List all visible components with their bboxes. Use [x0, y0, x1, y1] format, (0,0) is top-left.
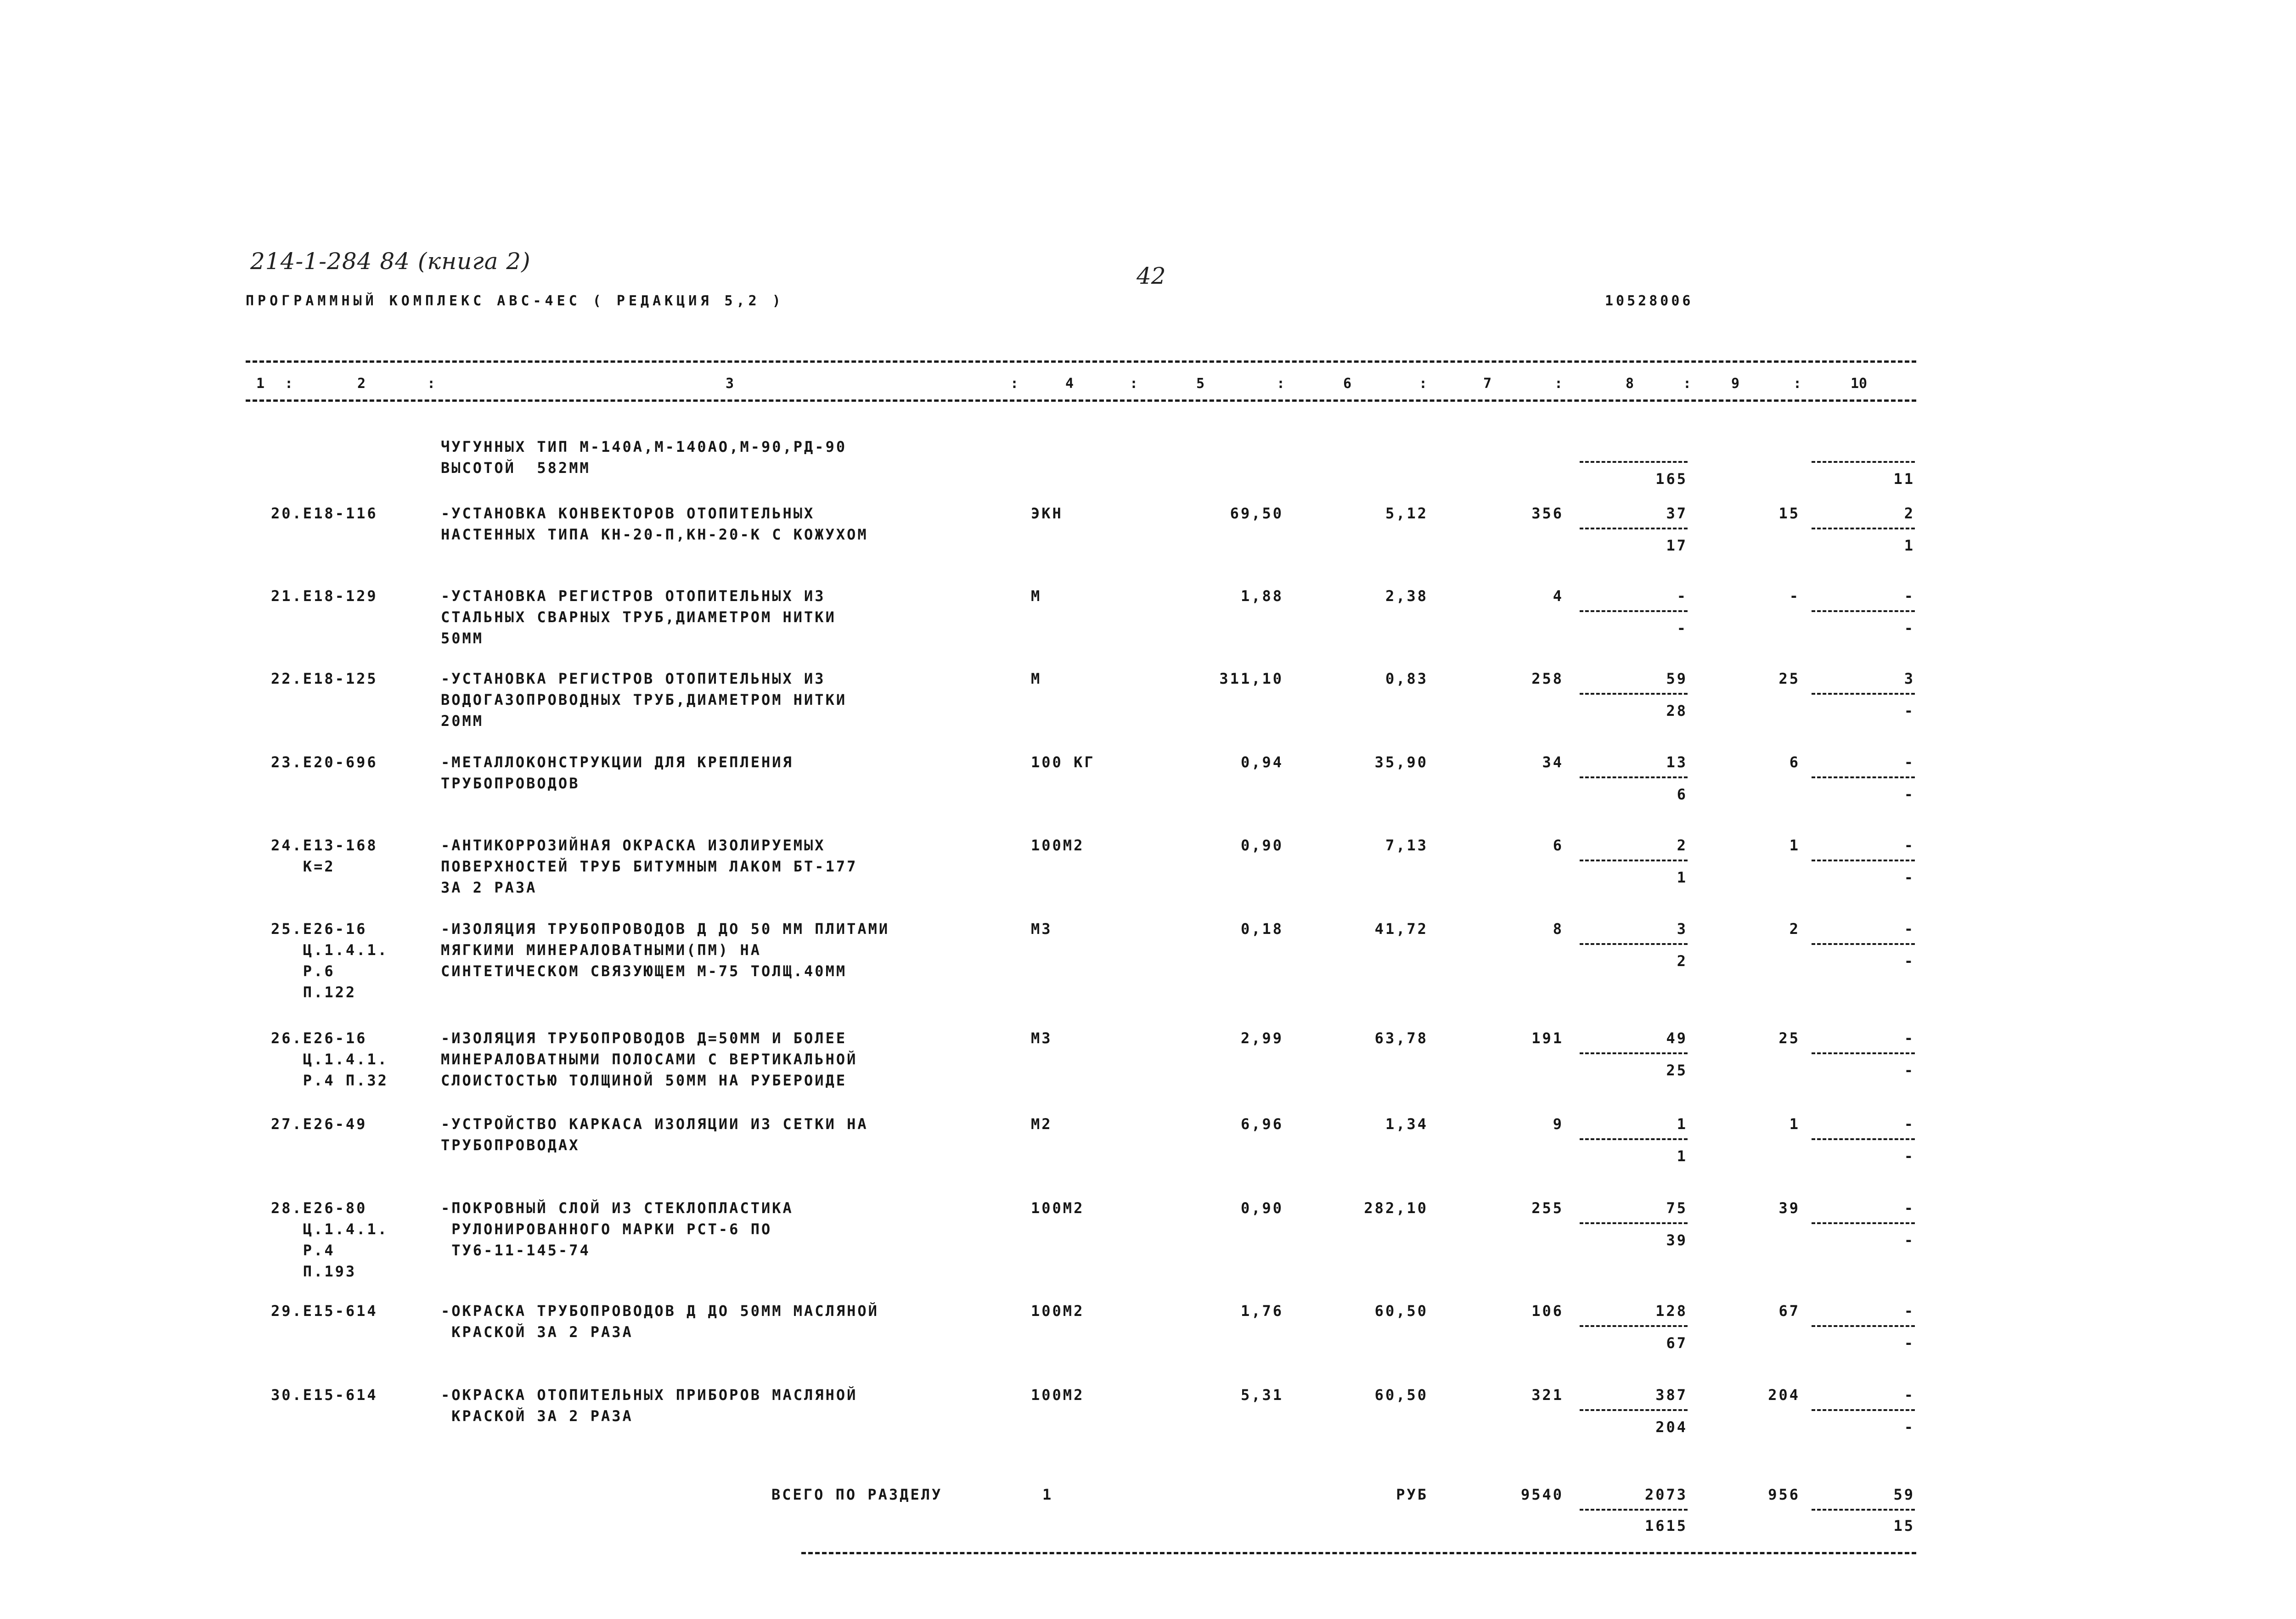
- column-header: 5: [1196, 376, 1205, 392]
- row-col10-top: -: [1904, 1115, 1915, 1133]
- row-col7: 34: [1542, 753, 1564, 771]
- fraction-rule: [1812, 610, 1915, 612]
- row-code: К=2: [271, 858, 335, 875]
- fraction-rule: [1812, 461, 1915, 463]
- row-col7: 106: [1531, 1302, 1564, 1320]
- row-description: ТРУБОПРОВОДАХ: [441, 1136, 580, 1154]
- row-col10-bottom: -: [1904, 869, 1915, 886]
- row-description: -ИЗОЛЯЦИЯ ТРУБОПРОВОДОВ Д=50ММ И БОЛЕЕ: [441, 1029, 847, 1047]
- row-code: 21.Е18-129: [271, 587, 378, 605]
- row-unit: М: [1031, 587, 1042, 605]
- row-code: 20.Е18-116: [271, 505, 378, 522]
- row-col8-bottom: 165: [1655, 470, 1688, 488]
- row-quantity: 6,96: [1240, 1115, 1283, 1133]
- row-code: Р.4 П.32: [271, 1072, 388, 1089]
- row-unit: 100 КГ: [1031, 753, 1095, 771]
- row-col10-top: 3: [1904, 670, 1915, 687]
- row-col9: 25: [1778, 1029, 1800, 1047]
- fraction-rule: [1812, 1138, 1915, 1140]
- fraction-rule: [1580, 1409, 1688, 1411]
- row-unit: ЭКН: [1031, 505, 1063, 522]
- row-col8-bottom: 25: [1666, 1062, 1688, 1079]
- column-header: 3: [726, 376, 734, 392]
- row-col10-bottom: -: [1904, 1147, 1915, 1165]
- total-col10-top: 59: [1893, 1486, 1915, 1503]
- row-col8-top: 128: [1655, 1302, 1688, 1320]
- row-col8-top: 75: [1666, 1199, 1688, 1217]
- column-separator: :: [1010, 376, 1019, 392]
- row-col10-top: -: [1904, 1029, 1915, 1047]
- fraction-rule: [1580, 776, 1688, 778]
- row-code: 30.Е15-614: [271, 1386, 378, 1404]
- row-description: -АНТИКОРРОЗИЙНАЯ ОКРАСКА ИЗОЛИРУЕМЫХ: [441, 837, 826, 854]
- row-col7: 6: [1553, 837, 1564, 854]
- column-header: 1: [256, 376, 265, 392]
- row-col8-top: 2: [1677, 837, 1688, 854]
- row-description: СТАЛЬНЫХ СВАРНЫХ ТРУБ,ДИАМЕТРОМ НИТКИ: [441, 608, 836, 626]
- total-label: ВСЕГО ПО РАЗДЕЛУ: [771, 1486, 943, 1503]
- fraction-rule: [1812, 693, 1915, 695]
- row-description: ЧУГУННЫХ ТИП М-140А,М-140АО,М-90,РД-90: [441, 438, 847, 455]
- row-description: -ПОКРОВНЫЙ СЛОЙ ИЗ СТЕКЛОПЛАСТИКА: [441, 1199, 793, 1217]
- row-unit-price: 2,38: [1385, 587, 1428, 605]
- total-col8-top: 2073: [1644, 1486, 1688, 1503]
- row-col9: 39: [1778, 1199, 1800, 1217]
- row-description: 20ММ: [441, 712, 484, 730]
- row-unit: М3: [1031, 1029, 1052, 1047]
- row-description: 50ММ: [441, 630, 484, 647]
- row-quantity: 0,18: [1240, 920, 1283, 938]
- row-quantity: 0,90: [1240, 1199, 1283, 1217]
- row-description: СЛОИСТОСТЬЮ ТОЛЩИНОЙ 50ММ НА РУБЕРОИДЕ: [441, 1072, 847, 1089]
- row-col7: 4: [1553, 587, 1564, 605]
- row-col8-bottom: 28: [1666, 702, 1688, 720]
- row-col9: 2: [1789, 920, 1800, 938]
- row-col7: 191: [1531, 1029, 1564, 1047]
- row-description: -ОКРАСКА ТРУБОПРОВОДОВ Д ДО 50ММ МАСЛЯНОЙ: [441, 1302, 879, 1320]
- row-unit-price: 63,78: [1374, 1029, 1428, 1047]
- row-col8-top: 49: [1666, 1029, 1688, 1047]
- total-col10-bottom: 15: [1893, 1517, 1915, 1535]
- row-quantity: 69,50: [1230, 505, 1283, 522]
- row-col10-top: -: [1904, 920, 1915, 938]
- fraction-rule: [1812, 1222, 1915, 1224]
- column-header: 4: [1065, 376, 1074, 392]
- row-col10-top: -: [1904, 1302, 1915, 1320]
- row-unit: 100М2: [1031, 1302, 1085, 1320]
- total-col8-bottom: 1615: [1644, 1517, 1688, 1535]
- final-rule: [801, 1552, 1916, 1554]
- column-separator: :: [1554, 376, 1563, 392]
- row-quantity: 1,88: [1240, 587, 1283, 605]
- row-unit-price: 60,50: [1374, 1302, 1428, 1320]
- row-code: Ц.1.4.1.: [271, 1051, 388, 1068]
- row-col7: 9: [1553, 1115, 1564, 1133]
- row-col10-bottom: 1: [1904, 537, 1915, 554]
- fraction-rule: [1580, 610, 1688, 612]
- row-col7: 255: [1531, 1199, 1564, 1217]
- row-code: 25.Е26-16: [271, 920, 367, 938]
- row-description: ТРУБОПРОВОДОВ: [441, 775, 580, 792]
- column-separator: :: [427, 376, 436, 392]
- column-header: 6: [1343, 376, 1352, 392]
- row-col10-bottom: -: [1904, 1418, 1915, 1436]
- row-col10-bottom: -: [1904, 786, 1915, 803]
- row-col8-bottom: 39: [1666, 1231, 1688, 1249]
- row-description: -УСТАНОВКА РЕГИСТРОВ ОТОПИТЕЛЬНЫХ ИЗ: [441, 670, 826, 687]
- row-unit-price: 41,72: [1374, 920, 1428, 938]
- fraction-rule: [1580, 1222, 1688, 1224]
- row-unit-price: 7,13: [1385, 837, 1428, 854]
- row-unit-price: 1,34: [1385, 1115, 1428, 1133]
- fraction-rule: [1580, 1325, 1688, 1327]
- column-header: 9: [1731, 376, 1740, 392]
- row-col10-bottom: -: [1904, 702, 1915, 720]
- column-header: 10: [1851, 376, 1868, 392]
- row-unit-price: 282,10: [1364, 1199, 1428, 1217]
- row-unit: 100М2: [1031, 1199, 1085, 1217]
- row-col8-top: 59: [1666, 670, 1688, 687]
- fraction-rule: [1812, 1509, 1915, 1511]
- row-unit: М2: [1031, 1115, 1052, 1133]
- row-code: П.193: [271, 1263, 357, 1280]
- row-quantity: 2,99: [1240, 1029, 1283, 1047]
- column-header: 2: [357, 376, 366, 392]
- row-code: 24.Е13-168: [271, 837, 378, 854]
- row-unit-price: 0,83: [1385, 670, 1428, 687]
- table-header-rule: [246, 399, 1916, 402]
- row-description: ПОВЕРХНОСТЕЙ ТРУБ БИТУМНЫМ ЛАКОМ БТ-177: [441, 858, 858, 875]
- column-separator: :: [285, 376, 293, 392]
- total-currency: РУБ: [1396, 1486, 1428, 1503]
- fraction-rule: [1812, 1409, 1915, 1411]
- row-col9: 67: [1778, 1302, 1800, 1320]
- row-col10-top: 2: [1904, 505, 1915, 522]
- column-header: 7: [1483, 376, 1492, 392]
- row-description: -ИЗОЛЯЦИЯ ТРУБОПРОВОДОВ Д ДО 50 ММ ПЛИТАМИ: [441, 920, 890, 938]
- fraction-rule: [1580, 1138, 1688, 1140]
- row-quantity: 1,76: [1240, 1302, 1283, 1320]
- total-col9: 956: [1768, 1486, 1800, 1503]
- row-col9: 25: [1778, 670, 1800, 687]
- row-unit: 100М2: [1031, 837, 1085, 854]
- row-description: -УСТАНОВКА РЕГИСТРОВ ОТОПИТЕЛЬНЫХ ИЗ: [441, 587, 826, 605]
- row-quantity: 0,90: [1240, 837, 1283, 854]
- row-col10-bottom: -: [1904, 1231, 1915, 1249]
- fraction-rule: [1812, 860, 1915, 861]
- fraction-rule: [1812, 943, 1915, 945]
- row-col10-top: -: [1904, 753, 1915, 771]
- row-description: РУЛОНИРОВАННОГО МАРКИ РСТ-6 ПО: [441, 1220, 772, 1238]
- row-description: -ОКРАСКА ОТОПИТЕЛЬНЫХ ПРИБОРОВ МАСЛЯНОЙ: [441, 1386, 858, 1404]
- page-number: 42: [1137, 263, 1166, 289]
- table-top-rule: [246, 360, 1916, 363]
- row-col9: 15: [1778, 505, 1800, 522]
- column-separator: :: [1793, 376, 1802, 392]
- row-description: -УСТАНОВКА КОНВЕКТОРОВ ОТОПИТЕЛЬНЫХ: [441, 505, 815, 522]
- row-col8-top: 387: [1655, 1386, 1688, 1404]
- row-description: КРАСКОЙ ЗА 2 РАЗА: [441, 1407, 633, 1425]
- row-description: -УСТРОЙСТВО КАРКАСА ИЗОЛЯЦИИ ИЗ СЕТКИ НА: [441, 1115, 868, 1133]
- row-code: Р.6: [271, 962, 335, 980]
- row-col8-bottom: 17: [1666, 537, 1688, 554]
- row-code: 23.Е20-696: [271, 753, 378, 771]
- row-col8-top: 1: [1677, 1115, 1688, 1133]
- row-description: -МЕТАЛЛОКОНСТРУКЦИИ ДЛЯ КРЕПЛЕНИЯ: [441, 753, 793, 771]
- column-separator: :: [1130, 376, 1138, 392]
- row-col9: -: [1789, 587, 1800, 605]
- row-unit: 100М2: [1031, 1386, 1085, 1404]
- fraction-rule: [1580, 943, 1688, 945]
- column-header: 8: [1626, 376, 1634, 392]
- row-description: ВОДОГАЗОПРОВОДНЫХ ТРУБ,ДИАМЕТРОМ НИТКИ: [441, 691, 847, 708]
- row-col9: 1: [1789, 837, 1800, 854]
- row-description: ЗА 2 РАЗА: [441, 879, 537, 896]
- row-col10-bottom: -: [1904, 1062, 1915, 1079]
- row-unit: М3: [1031, 920, 1052, 938]
- row-col10-top: -: [1904, 837, 1915, 854]
- column-separator: :: [1683, 376, 1692, 392]
- row-col10-top: -: [1904, 1199, 1915, 1217]
- row-code: Р.4: [271, 1242, 335, 1259]
- row-col8-top: 37: [1666, 505, 1688, 522]
- row-code: Ц.1.4.1.: [271, 941, 388, 959]
- row-description: КРАСКОЙ ЗА 2 РАЗА: [441, 1323, 633, 1341]
- row-description: МИНЕРАЛОВАТНЫМИ ПОЛОСАМИ С ВЕРТИКАЛЬНОЙ: [441, 1051, 858, 1068]
- document-code: 10528006: [1605, 293, 1694, 309]
- row-description: НАСТЕННЫХ ТИПА КН-20-П,КН-20-К С КОЖУХОМ: [441, 526, 868, 543]
- column-separator: :: [1419, 376, 1428, 392]
- row-description: ВЫСОТОЙ 582ММ: [441, 459, 591, 477]
- row-col8-bottom: -: [1677, 619, 1688, 637]
- row-description: МЯГКИМИ МИНЕРАЛОВАТНЫМИ(ПМ) НА: [441, 941, 761, 959]
- row-col8-bottom: 2: [1677, 952, 1688, 970]
- fraction-rule: [1580, 528, 1688, 529]
- row-col9: 1: [1789, 1115, 1800, 1133]
- row-quantity: 0,94: [1240, 753, 1283, 771]
- row-col10-top: -: [1904, 1386, 1915, 1404]
- row-code: П.122: [271, 984, 357, 1001]
- fraction-rule: [1580, 1509, 1688, 1511]
- fraction-rule: [1812, 1052, 1915, 1054]
- handwritten-reference: 214-1-284 84 (книга 2): [250, 248, 531, 275]
- row-col10-bottom: -: [1904, 1334, 1915, 1352]
- row-code: 27.Е26-49: [271, 1115, 367, 1133]
- row-col10-bottom: 11: [1893, 470, 1915, 488]
- fraction-rule: [1812, 1325, 1915, 1327]
- fraction-rule: [1812, 528, 1915, 529]
- row-col8-top: 3: [1677, 920, 1688, 938]
- row-quantity: 311,10: [1219, 670, 1283, 687]
- row-col7: 258: [1531, 670, 1564, 687]
- row-col8-top: -: [1677, 587, 1688, 605]
- fraction-rule: [1580, 860, 1688, 861]
- row-code: 29.Е15-614: [271, 1302, 378, 1320]
- fraction-rule: [1812, 776, 1915, 778]
- program-title: ПРОГРАММНЫЙ КОМПЛЕКС АВС-4ЕС ( РЕДАКЦИЯ 5,2 ): [246, 293, 784, 309]
- row-code: 22.Е18-125: [271, 670, 378, 687]
- row-description: ТУ6-11-145-74: [441, 1242, 591, 1259]
- row-code: Ц.1.4.1.: [271, 1220, 388, 1238]
- fraction-rule: [1580, 693, 1688, 695]
- row-col7: 8: [1553, 920, 1564, 938]
- row-col8-bottom: 204: [1655, 1418, 1688, 1436]
- row-unit-price: 35,90: [1374, 753, 1428, 771]
- total-col7: 9540: [1520, 1486, 1564, 1503]
- row-unit-price: 60,50: [1374, 1386, 1428, 1404]
- row-col8-top: 13: [1666, 753, 1688, 771]
- column-separator: :: [1277, 376, 1285, 392]
- row-col8-bottom: 6: [1677, 786, 1688, 803]
- row-col9: 6: [1789, 753, 1800, 771]
- row-col8-bottom: 1: [1677, 1147, 1688, 1165]
- row-col10-bottom: -: [1904, 619, 1915, 637]
- row-quantity: 5,31: [1240, 1386, 1283, 1404]
- row-col8-bottom: 67: [1666, 1334, 1688, 1352]
- fraction-rule: [1580, 1052, 1688, 1054]
- row-code: 26.Е26-16: [271, 1029, 367, 1047]
- fraction-rule: [1580, 461, 1688, 463]
- row-col10-top: -: [1904, 587, 1915, 605]
- row-description: СИНТЕТИЧЕСКОМ СВЯЗУЮЩЕМ М-75 ТОЛЩ.40ММ: [441, 962, 847, 980]
- row-unit-price: 5,12: [1385, 505, 1428, 522]
- row-col8-bottom: 1: [1677, 869, 1688, 886]
- row-col9: 204: [1768, 1386, 1800, 1404]
- row-col7: 356: [1531, 505, 1564, 522]
- row-col10-bottom: -: [1904, 952, 1915, 970]
- row-code: 28.Е26-80: [271, 1199, 367, 1217]
- row-col7: 321: [1531, 1386, 1564, 1404]
- row-unit: М: [1031, 670, 1042, 687]
- total-unit: 1: [1042, 1486, 1053, 1503]
